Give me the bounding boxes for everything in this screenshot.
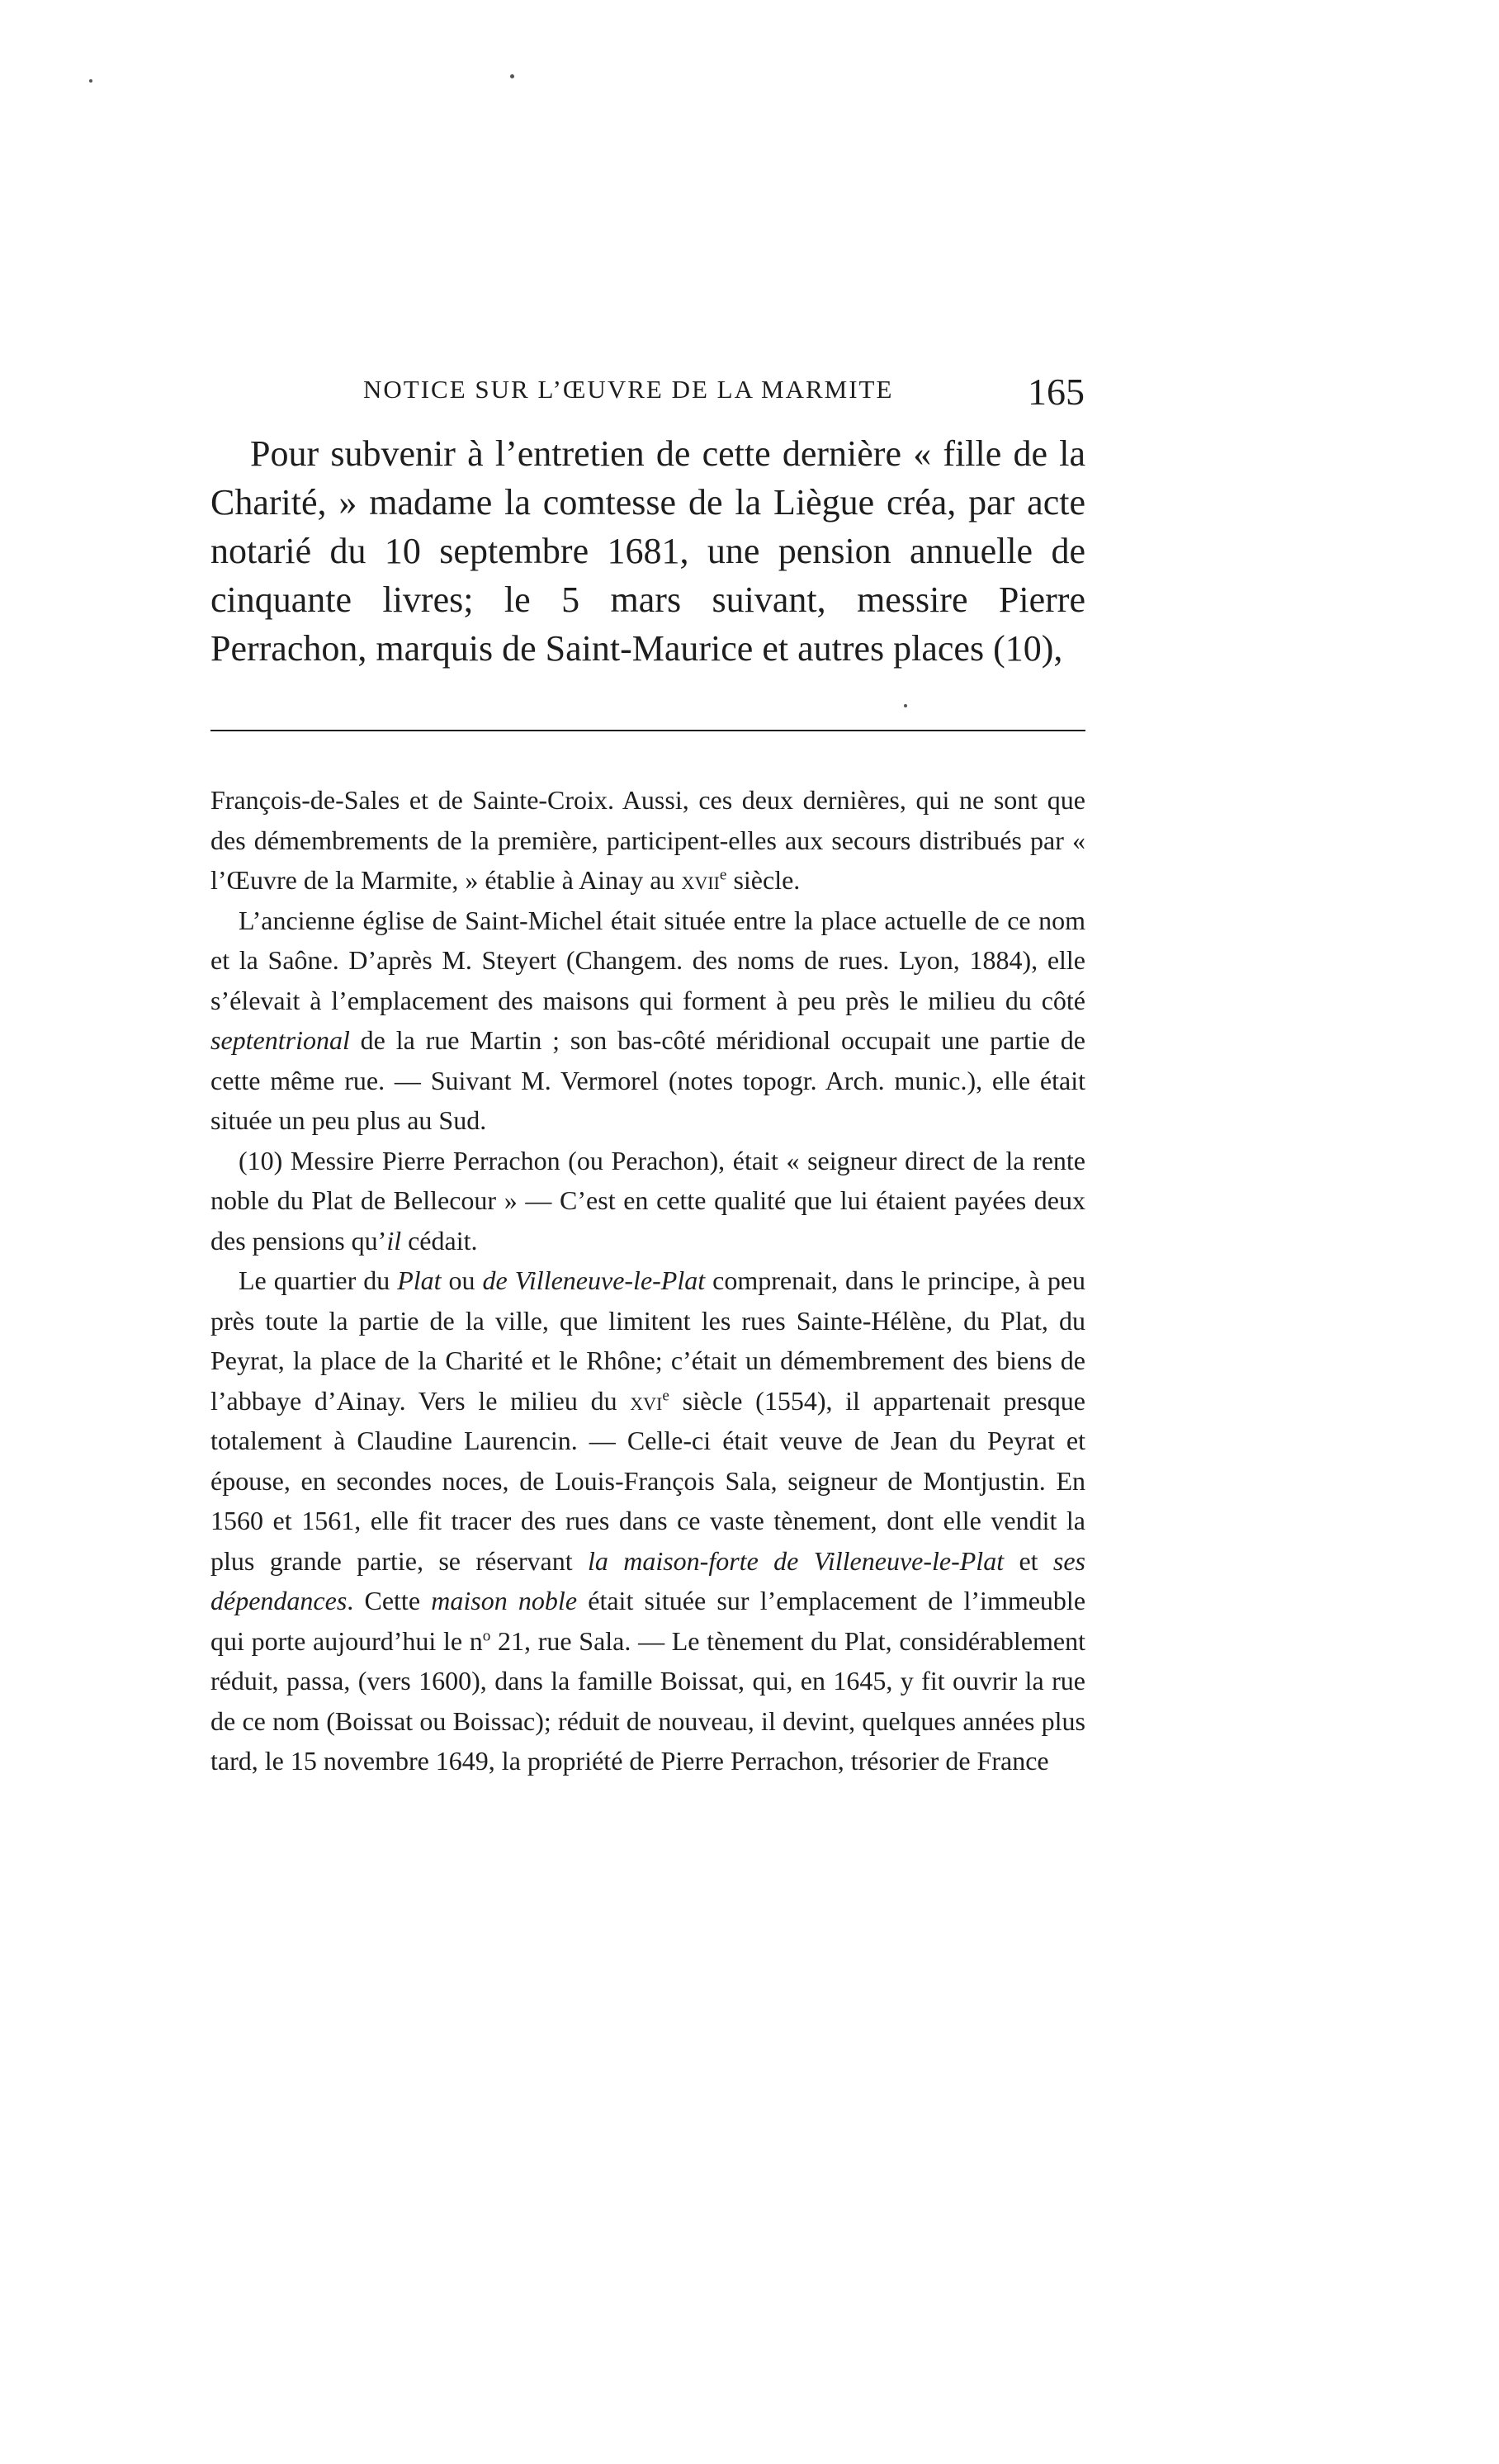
ink-speck bbox=[510, 74, 514, 78]
footnote-eglise-saint-michel: L’ancienne église de Saint-Michel était située entre la place actuelle de ce nom et la Saône. D’après M. Steyert (Changem. des noms de rues. Lyon, 1884), elle s’élevait à l’emplacement des maisons qui forment à peu près le milieu du côté septentrional de la rue Martin ; son bas-côté méridional occupait une partie de cette même rue. — Suivant M. Vermorel (notes topogr. Arch. munic.), elle était située un peu plus au Sud. bbox=[210, 905, 1085, 1135]
running-title: NOTICE SUR L’ŒUVRE DE LA MARMITE bbox=[363, 375, 894, 404]
running-head bbox=[363, 370, 1090, 419]
ink-speck bbox=[904, 704, 907, 707]
footnote-10: (10) Messire Pierre Perrachon (ou Perachon), était « seigneur direct de la rente noble du Plat de Bellecour » — C’est en cette qualité que lui étaient payées deux des pensions qu’il cédait. bbox=[210, 1145, 1085, 1256]
footnotes bbox=[210, 780, 1085, 1781]
main-paragraph bbox=[210, 429, 1085, 673]
ink-speck bbox=[89, 79, 92, 83]
footnote-separator bbox=[210, 730, 1085, 731]
main-paragraph-text: Pour subvenir à l’entretien de cette dernière « fille de la Charité, » madame la comtesse de la Liègue créa, par acte notarié du 10 septembre 1681, une pension annuelle de cinquante livres; le 5 mars suivant, messire Pierre Perrachon, marquis de Saint-Maurice et autres places (10), bbox=[210, 433, 1085, 669]
page-number: 165 bbox=[1028, 371, 1085, 413]
footnote-continuation: François-de-Sales et de Sainte-Croix. Aussi, ces deux dernières, qui ne sont que des démembrements de la première, participent-elles aux secours distribués par « l’Œuvre de la Marmite, » établie à Ainay au xvii$^e$ siècle. bbox=[210, 785, 1085, 895]
footnote-quartier-du-plat: Le quartier du Plat ou de Villeneuve-le-Plat comprenait, dans le principe, à peu près toute la partie de la ville, que limitent les rues Sainte-Hélène, du Plat, du Peyrat, la place de la Charité et le Rhône; c’était un démembrement des biens de l’abbaye d’Ainay. Vers le milieu du xvi$^e$ siècle (1554), il appartenait presque totalement à Claudine Laurencin. — Celle-ci était veuve de Jean du Peyrat et épouse, en secondes noces, de Louis-François Sala, seigneur de Montjustin. En 1560 et 1561, elle fit tracer des rues dans ce vaste tènement, dont elle vendit la plus grande partie, se réservant la maison-forte de Villeneuve-le-Plat et ses dépendances. Cette maison noble était située sur l’emplacement de l’immeuble qui porte aujourd’hui le $n^o$ 21, rue Sala. — Le tènement du Plat, considérablement réduit, passa, (vers 1600), dans la famille Boissat, qui, en 1645, y fit ouvrir la rue de ce nom (Boissat ou Boissac); réduit de nouveau, il devint, quelques années plus tard, le 15 novembre 1649, la propriété de Pierre Perrachon, trésorier de France bbox=[210, 1265, 1086, 1776]
